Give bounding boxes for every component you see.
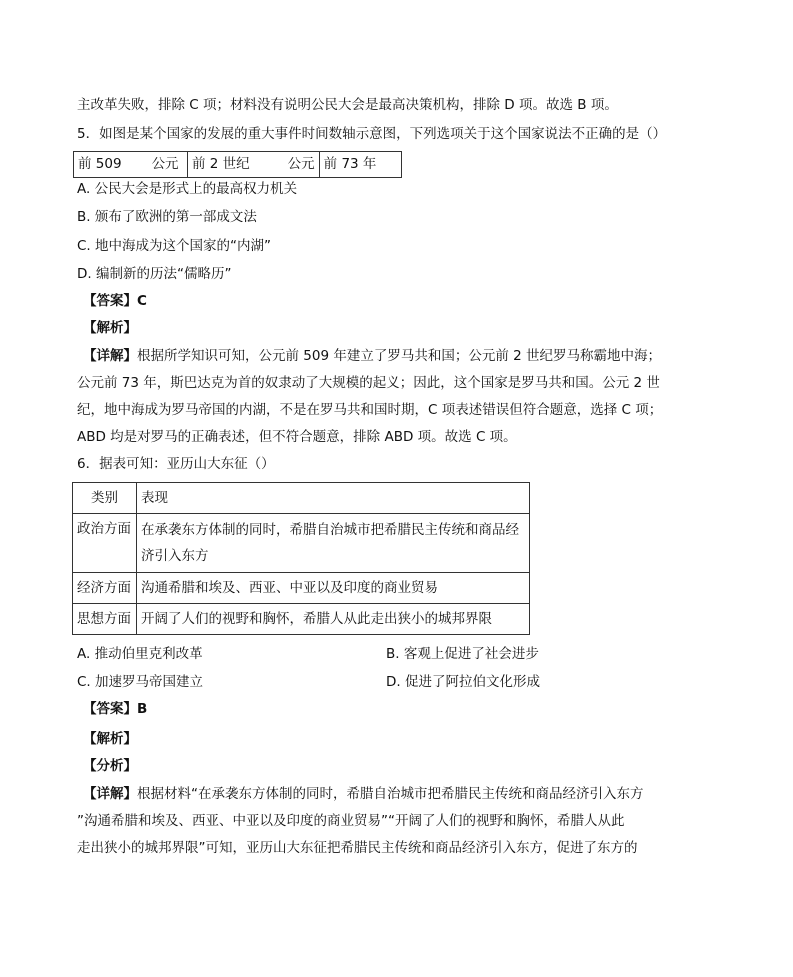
question-6-stem: 6．据表可知：亚历山大东征（） — [77, 456, 275, 472]
table-cell: 经济方面 — [73, 573, 137, 604]
timeline-table — [73, 151, 402, 178]
timeline-cell: 前 2 世纪 公元 — [188, 152, 320, 178]
analysis-label: 【解析】 — [83, 320, 137, 336]
detail-line: 【详解】根据所学知识可知，公元前 509 年建立了罗马共和国；公元前 2 世纪罗马称霸地中海； — [83, 348, 662, 364]
analysis-label: 【解析】 — [83, 731, 137, 747]
table-row — [73, 604, 530, 635]
table-header-cell: 表现 — [137, 483, 530, 514]
answer-label: 【答案】C — [83, 293, 147, 309]
detail-line: ”沟通希腊和埃及、西亚、中亚以及印度的商业贸易”“开阔了人们的视野和胸怀，希腊人从此 — [77, 813, 625, 829]
table-cell: 思想方面 — [73, 604, 137, 635]
table-header-row — [73, 483, 530, 514]
detail-line: 【详解】根据材料“在承袭东方体制的同时，希腊自治城市把希腊民主传统和商品经济引入东方 — [83, 786, 644, 802]
option-d: D. 促进了阿拉伯文化形成 — [386, 674, 540, 690]
detail-line: 公元前 73 年，斯巴达克为首的奴隶动了大规模的起义；因此，这个国家是罗马共和国。公元 2 世 — [77, 375, 660, 391]
option-d: D. 编制新的历法“儒略历” — [77, 266, 232, 282]
timeline-cell: 前 73 年 — [319, 152, 401, 178]
question-5-stem: 5．如图是某个国家的发展的重大事件时间数轴示意图，下列选项关于这个国家说法不正确的是（） — [77, 126, 667, 142]
fenxi-label: 【分析】 — [83, 758, 137, 774]
table-header-cell: 类别 — [73, 483, 137, 514]
detail-line: 走出狭小的城邦界限”可知，亚历山大东征把希腊民主传统和商品经济引入东方，促进了东方的 — [77, 840, 638, 856]
table-cell: 政治方面 — [73, 514, 137, 573]
table-row — [73, 514, 530, 573]
answer-label: 【答案】B — [83, 701, 148, 717]
table-cell: 在承袭东方体制的同时，希腊自治城市把希腊民主传统和商品经济引入东方 — [137, 514, 530, 573]
table-cell: 开阔了人们的视野和胸怀，希腊人从此走出狭小的城邦界限 — [137, 604, 530, 635]
detail-line: 纪，地中海成为罗马帝国的内湖，不是在罗马共和国时期，C 项表述错误但符合题意，选择 C 项； — [77, 402, 663, 418]
table-row — [73, 573, 530, 604]
option-c: C. 地中海成为这个国家的“内湖” — [77, 238, 271, 254]
text-line: 主改革失败，排除 C 项；材料没有说明公民大会是最高决策机构，排除 D 项。故选 B 项。 — [77, 97, 618, 113]
option-b: B. 颁布了欧洲的第一部成文法 — [77, 209, 257, 225]
table-cell: 沟通希腊和埃及、西亚、中亚以及印度的商业贸易 — [137, 573, 530, 604]
option-c: C. 加速罗马帝国建立 — [77, 674, 204, 690]
detail-line: ABD 均是对罗马的正确表述，但不符合题意，排除 ABD 项。故选 C 项。 — [77, 429, 517, 445]
option-a: A. 推动伯里克利改革 — [77, 646, 203, 662]
option-b: B. 客观上促进了社会进步 — [386, 646, 539, 662]
option-a: A. 公民大会是形式上的最高权力机关 — [77, 181, 298, 197]
timeline-cell: 前 509 公元 — [74, 152, 188, 178]
q6-table — [72, 482, 530, 635]
